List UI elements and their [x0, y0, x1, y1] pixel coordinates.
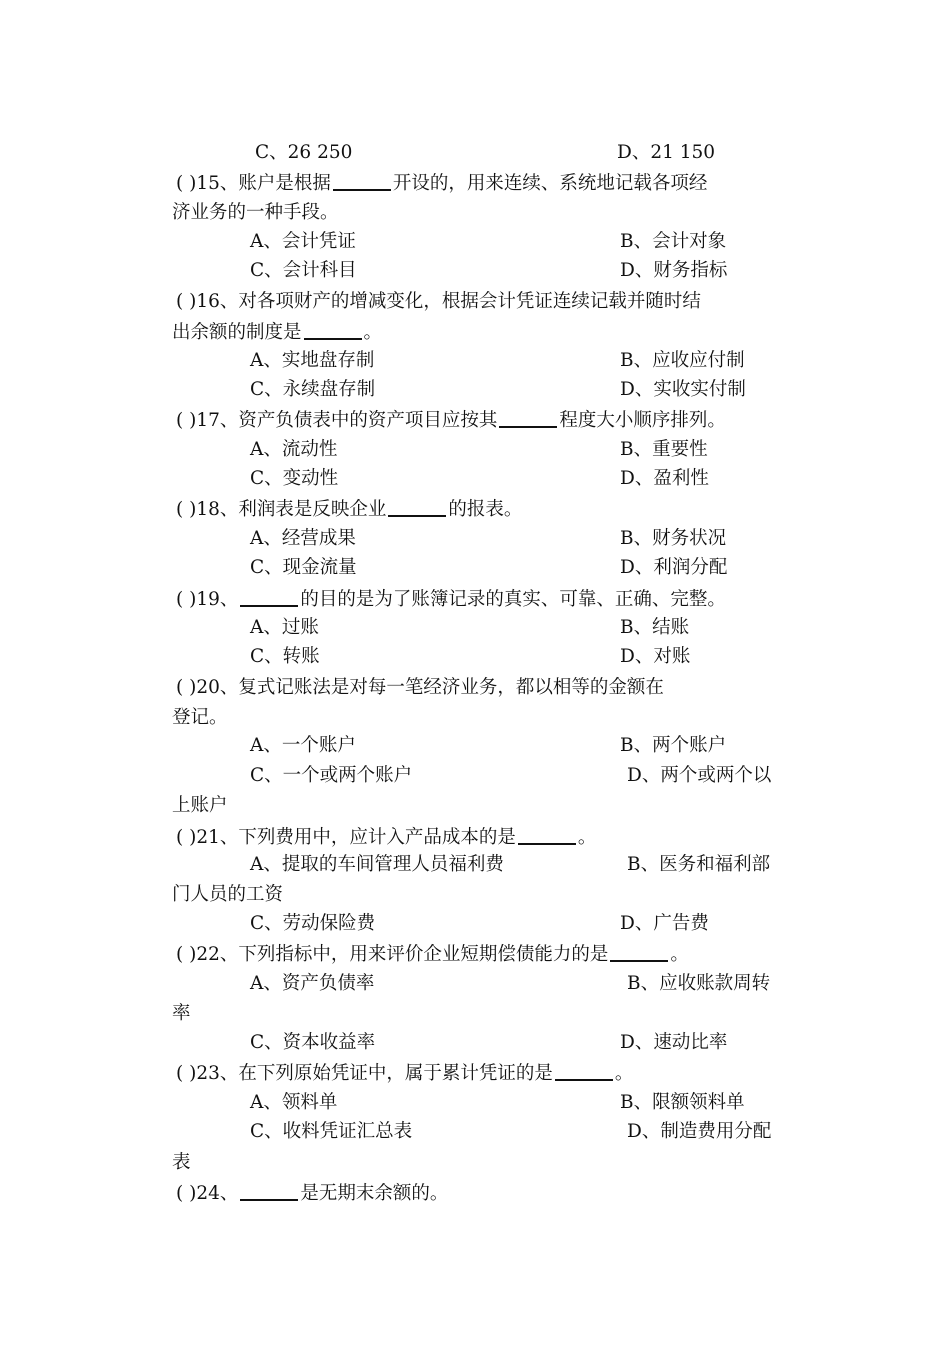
text-line	[250, 438, 337, 462]
line-text: ( )21、下列费用中，应计入产品成本的是	[176, 827, 516, 848]
line-text: B、重要性	[620, 439, 708, 460]
line-text: ( )24、	[176, 1183, 239, 1204]
line-text: C、永续盘存制	[250, 379, 376, 400]
text-line	[250, 734, 356, 758]
line-text: C、会计科目	[250, 260, 357, 281]
text-line	[172, 794, 228, 818]
text-line	[250, 972, 374, 996]
text-line	[620, 438, 708, 462]
text-line	[627, 853, 770, 877]
line-text: ( )17、资产负债表中的资产项目应按其	[176, 410, 498, 431]
text-line	[620, 527, 726, 551]
line-text: D、财务指标	[620, 260, 728, 281]
line-text: 济业务的一种手段。	[172, 202, 339, 223]
line-text-after-blank: 。	[670, 944, 689, 965]
text-line	[627, 764, 771, 788]
line-text: ( )20、复式记账法是对每一笔经济业务，都以相等的金额在	[176, 677, 664, 698]
text-line	[620, 378, 746, 402]
fill-in-blank	[610, 942, 668, 962]
text-line	[176, 1061, 633, 1086]
line-text-after-blank: 。	[614, 1063, 634, 1084]
text-line	[250, 1031, 375, 1055]
line-text: C、资本收益率	[250, 1032, 376, 1053]
text-line	[176, 587, 726, 612]
line-text: A、提取的车间管理人员福利费	[250, 854, 504, 875]
text-line	[620, 349, 745, 373]
line-text: 门人员的工资	[172, 884, 284, 905]
fill-in-blank	[518, 825, 576, 845]
line-text: D、制造费用分配	[627, 1121, 772, 1142]
text-line	[176, 825, 596, 850]
text-line	[172, 1151, 191, 1175]
text-line	[250, 349, 374, 373]
line-text: ( )16、对各项财产的增减变化，根据会计凭证连续记载并随时结	[176, 291, 701, 312]
line-text: B、限额领料单	[620, 1092, 745, 1113]
line-text: C、劳动保险费	[250, 913, 376, 934]
line-text: B、应收账款周转	[627, 973, 771, 994]
text-line	[176, 171, 707, 196]
line-text: A、领料单	[250, 1092, 338, 1113]
line-text: ( )23、在下列原始凭证中，属于累计凭证的是	[176, 1063, 553, 1084]
text-line	[255, 141, 352, 165]
line-text: D、21 150	[617, 142, 716, 163]
text-line	[620, 912, 709, 936]
line-text: 登记。	[172, 707, 228, 728]
line-text: B、应收应付制	[620, 350, 745, 371]
text-line	[250, 259, 357, 283]
fill-in-blank	[555, 1061, 613, 1081]
line-text-after-blank: 是无期末余额的。	[300, 1183, 449, 1204]
line-text: D、盈利性	[620, 468, 709, 489]
line-text: D、对账	[620, 646, 691, 667]
text-line	[172, 706, 228, 730]
text-line	[172, 201, 339, 225]
line-text: 出余额的制度是	[172, 322, 302, 343]
line-text: C、收料凭证汇总表	[250, 1121, 413, 1142]
text-line	[172, 320, 382, 345]
fill-in-blank	[304, 320, 362, 340]
line-text: 率	[172, 1003, 191, 1024]
fill-in-blank	[240, 1181, 298, 1201]
text-line	[250, 616, 319, 640]
text-line	[250, 230, 356, 254]
line-text: D、两个或两个以	[627, 765, 772, 786]
line-text: ( )15、账户是根据	[176, 173, 331, 194]
text-line	[176, 290, 701, 314]
text-line	[172, 1002, 191, 1026]
line-text: A、实地盘存制	[250, 350, 375, 371]
line-text: C、转账	[250, 646, 320, 667]
line-text: A、会计凭证	[250, 231, 356, 252]
line-text: A、经营成果	[250, 528, 356, 549]
text-line	[176, 408, 726, 433]
line-text: C、变动性	[250, 468, 339, 489]
text-line	[620, 1031, 727, 1055]
text-line	[250, 645, 320, 669]
line-text: B、两个账户	[620, 735, 727, 756]
line-text: C、一个或两个账户	[250, 765, 413, 786]
text-line	[176, 497, 522, 522]
line-text-after-blank: 程度大小顺序排列。	[559, 410, 726, 431]
fill-in-blank	[333, 171, 391, 191]
text-line	[627, 972, 770, 996]
line-text: B、会计对象	[620, 231, 727, 252]
text-line	[250, 1091, 337, 1115]
text-line	[620, 259, 727, 283]
text-line	[250, 556, 357, 580]
line-text: D、广告费	[620, 913, 709, 934]
line-text: A、一个账户	[250, 735, 356, 756]
line-text-after-blank: 的目的是为了账簿记录的真实、可靠、正确、完整。	[300, 589, 726, 610]
line-text: 上账户	[172, 795, 228, 816]
fill-in-blank	[240, 587, 298, 607]
fill-in-blank	[388, 497, 446, 517]
line-text-after-blank: 。	[363, 322, 383, 343]
line-text: 表	[172, 1152, 191, 1173]
line-text: C、现金流量	[250, 557, 357, 578]
fill-in-blank	[499, 408, 557, 428]
line-text-after-blank: 。	[577, 827, 597, 848]
line-text: A、流动性	[250, 439, 338, 460]
text-line	[250, 853, 504, 877]
text-line	[250, 1120, 412, 1144]
text-line	[620, 734, 726, 758]
line-text: B、财务状况	[620, 528, 727, 549]
line-text: A、资产负债率	[250, 973, 375, 994]
line-text: B、结账	[620, 617, 690, 638]
text-line	[620, 645, 690, 669]
text-line	[176, 1181, 448, 1206]
text-line	[172, 883, 283, 907]
text-line	[176, 942, 689, 967]
text-line	[620, 616, 689, 640]
line-text: ( )22、下列指标中，用来评价企业短期偿债能力的是	[176, 944, 609, 965]
text-line	[620, 1091, 745, 1115]
line-text: B、医务和福利部	[627, 854, 771, 875]
text-line	[250, 467, 338, 491]
text-line	[620, 467, 709, 491]
text-line	[620, 556, 727, 580]
line-text: D、利润分配	[620, 557, 728, 578]
line-text: ( )19、	[176, 589, 239, 610]
text-line	[250, 527, 356, 551]
text-line	[617, 141, 715, 165]
line-text: C、26 250	[255, 142, 353, 163]
text-line	[620, 230, 726, 254]
line-text-after-blank: 开设的，用来连续、系统地记载各项经	[392, 173, 708, 194]
line-text: D、实收实付制	[620, 379, 746, 400]
text-line	[250, 764, 412, 788]
text-line	[250, 912, 375, 936]
text-line	[176, 676, 664, 700]
text-line	[250, 378, 375, 402]
line-text: D、速动比率	[620, 1032, 728, 1053]
text-line	[627, 1120, 771, 1144]
line-text-after-blank: 的报表。	[448, 499, 523, 520]
line-text: A、过账	[250, 617, 319, 638]
line-text: ( )18、利润表是反映企业	[176, 499, 387, 520]
